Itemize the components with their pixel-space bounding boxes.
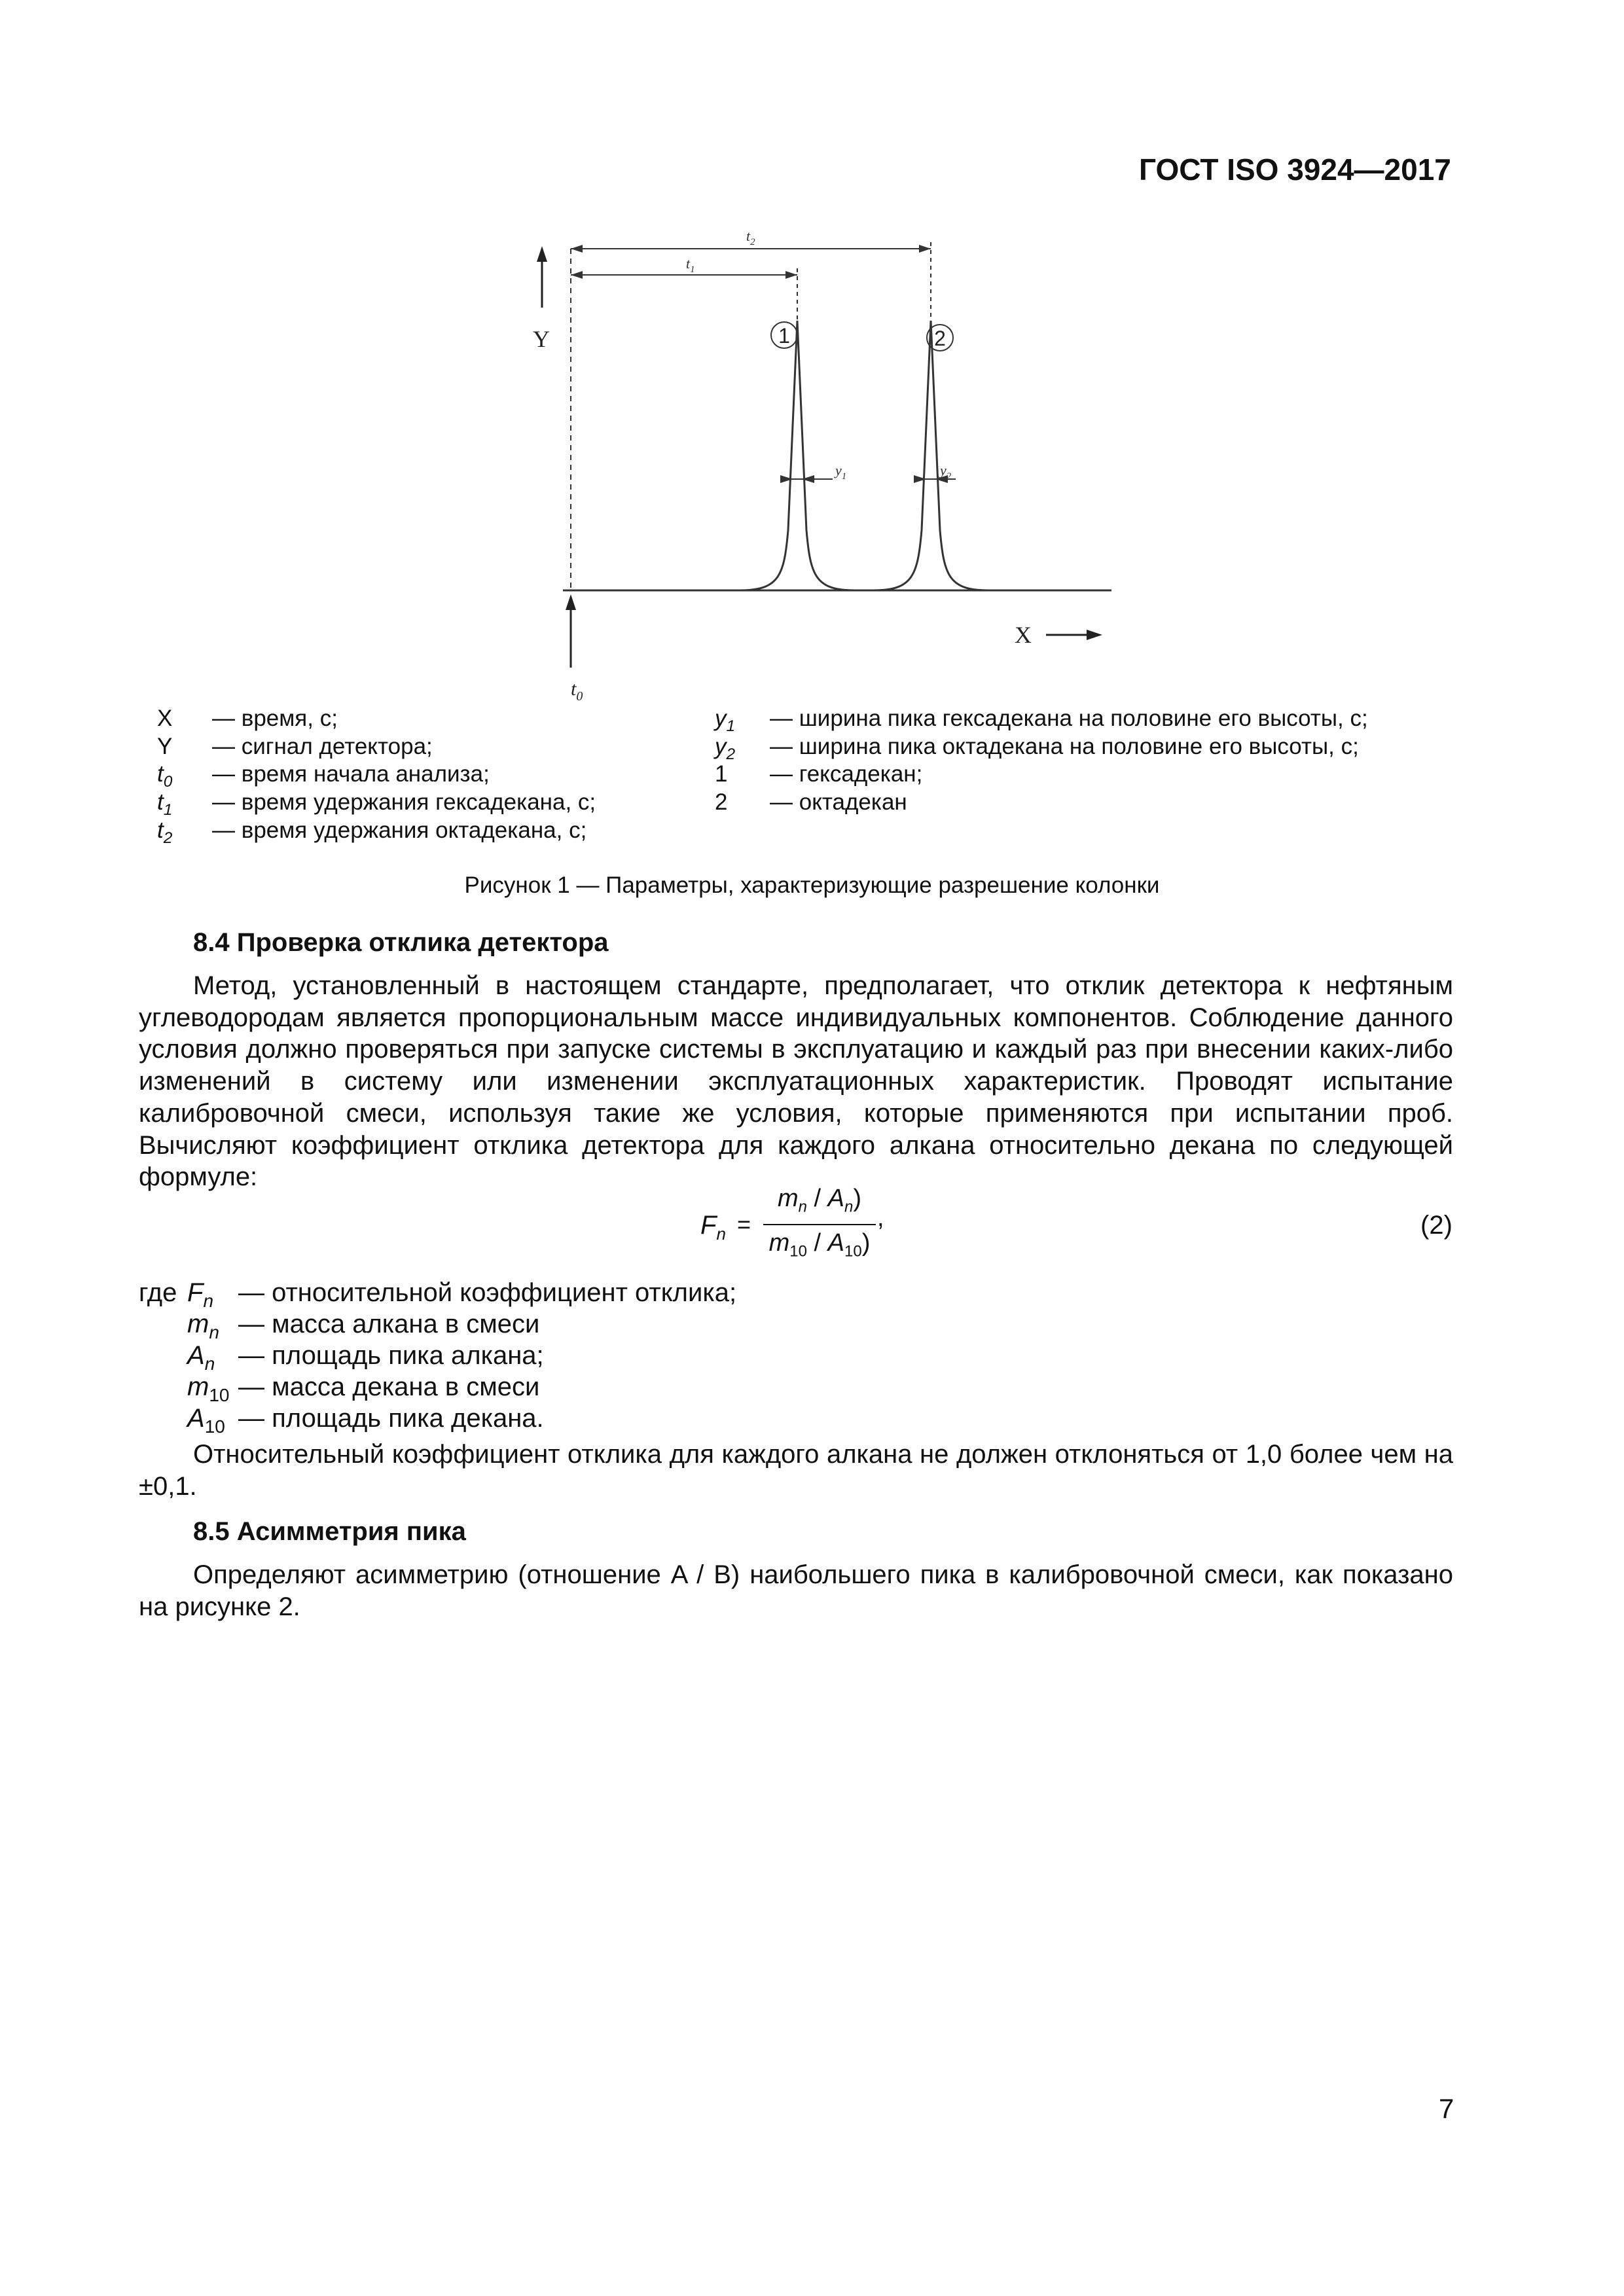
- y-axis-label: Y: [533, 326, 550, 352]
- chromatogram-figure: [511, 223, 1139, 720]
- section-heading-8-5: 8.5 Асимметрия пика: [193, 1517, 466, 1546]
- x-axis-label: X: [1015, 622, 1032, 648]
- formula-denominator: $m_{10} / A_{10}$): [768, 1229, 871, 1261]
- formula-numerator: $m_n / A_n$): [777, 1185, 862, 1216]
- fraction-bar: [763, 1224, 876, 1225]
- x-axis-arrowhead: [1087, 630, 1102, 640]
- y1-label: $y_1$: [835, 462, 847, 482]
- where-item: $m_n$: [187, 1310, 219, 1342]
- where-item: $A_n$: [187, 1341, 215, 1374]
- section-8-4-paragraph-2: Относительный коэффициент отклика для каждого алкана не должен отклоняться от 1,0 более чем на ±0,1.: [139, 1440, 1453, 1501]
- figure-caption: Рисунок 1 — Параметры, характеризующие разрешение колонки: [464, 872, 1160, 898]
- y-axis-arrowhead: [537, 246, 547, 262]
- formula-comma: ,: [877, 1204, 884, 1232]
- page-number: 7: [1439, 2093, 1454, 2124]
- where-item: $A_{10}$: [187, 1404, 225, 1437]
- t1-label: $t_1$: [686, 255, 695, 275]
- t0-label: $t_0$: [571, 678, 583, 704]
- where-prefix: где: [139, 1278, 177, 1307]
- document-code: ГОСТ ISO 3924—2017: [1139, 152, 1451, 187]
- section-heading-8-4: 8.4 Проверка отклика детектора: [193, 928, 609, 957]
- where-item: $F_n$: [187, 1278, 214, 1311]
- formula-equals: =: [737, 1211, 751, 1238]
- y2-label: $y_2$: [940, 462, 952, 482]
- peak-1: [740, 321, 855, 590]
- peak-2-label: 2: [934, 327, 946, 350]
- section-8-5-paragraph: Определяют асимметрию (отношение A / B) наибольшего пика в калибровочной смеси, как показано на рисунке 2.: [139, 1560, 1453, 1621]
- section-8-4-paragraph: Метод, установленный в настоящем стандарте, предполагает, что отклик детектора к нефтяным углеводородам является пропорциональным массе индивидуальных компонентов. Соблюдение данного условия должно проверяться при запуске системы в эксплуатацию и каждый раз при внесении каких-либо изменений в систему или изменении эксплуатационных характеристик. Проводят испытание калибровочной смеси, используя такие же условия, которые применяются при испытании проб. Вычисляют коэффициент отклика детектора для каждого алкана относительно декана по следующей формуле:: [139, 971, 1453, 1192]
- peak-2: [873, 321, 988, 590]
- t2-label: $t_2$: [746, 228, 755, 247]
- t0-arrowhead: [566, 594, 576, 610]
- peak-1-label: 1: [778, 324, 790, 348]
- formula-2: [700, 1185, 897, 1270]
- equation-number: (2): [1420, 1211, 1453, 1240]
- formula-lhs: $F_n$: [700, 1211, 726, 1244]
- where-item: $m_{10}$: [187, 1372, 230, 1405]
